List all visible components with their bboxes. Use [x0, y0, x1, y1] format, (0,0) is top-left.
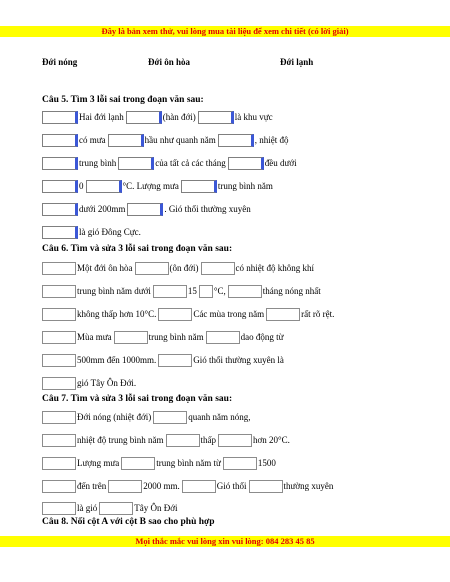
q5-blank-15[interactable]: [42, 226, 78, 239]
q5-text: , nhiệt độ: [254, 135, 289, 145]
q5-blank-6[interactable]: [218, 134, 254, 147]
q7-title: Câu 7. Tìm và sửa 3 lỗi sai trong đoạn văn sau:: [42, 394, 233, 404]
q7-blank-14[interactable]: [99, 502, 133, 515]
q7-blank-6[interactable]: [42, 457, 76, 470]
q7-line-1: [42, 410, 253, 424]
q7-line-2: [42, 433, 292, 447]
q6-text: có nhiệt độ không khí: [235, 263, 315, 273]
q7-text: quanh năm nóng,: [188, 412, 251, 422]
q7-text: Tây Ôn Đới: [134, 503, 178, 513]
q6-blank-7[interactable]: [228, 285, 262, 298]
q5-blank-2[interactable]: [126, 111, 162, 124]
q6-line-6: [42, 376, 138, 390]
q6-line-5: [42, 353, 286, 367]
q6-text: trung bình năm dưới: [77, 286, 151, 296]
q6-blank-4[interactable]: [42, 285, 76, 298]
q5-text: . Gió thổi thường xuyên: [164, 204, 251, 214]
q7-text: thường xuyên: [283, 481, 334, 491]
q6-blank-16[interactable]: [42, 377, 76, 390]
q6-text: gió Tây Ôn Đới.: [77, 378, 137, 388]
q6-line-1: [42, 261, 316, 275]
q6-blank-1[interactable]: [42, 262, 76, 275]
q7-blank-2[interactable]: [153, 411, 187, 424]
q7-text: nhiệt độ trung bình năm: [77, 435, 164, 445]
q6-text: 15: [187, 286, 197, 296]
q7-text: Gió thổi: [216, 481, 247, 491]
q7-blank-11[interactable]: [182, 480, 216, 493]
q7-blank-8[interactable]: [223, 457, 257, 470]
q7-line-3: [42, 456, 278, 470]
q6-text: 500mm đến 1000mm.: [77, 355, 157, 365]
zone-labels: [0, 57, 450, 71]
q5-text: Hai đới lạnh: [79, 112, 124, 122]
q5-blank-13[interactable]: [42, 203, 78, 216]
q6-blank-8[interactable]: [42, 308, 76, 321]
q5-line-3: [42, 156, 299, 170]
q6-title: Câu 6. Tìm và sửa 3 lỗi sai trong đoạn văn sau:: [42, 244, 233, 254]
q5-blank-9[interactable]: [228, 157, 264, 170]
q7-text: đến trên: [77, 481, 107, 491]
q6-blank-9[interactable]: [158, 308, 192, 321]
q5-text: dưới 200mm: [79, 204, 126, 214]
q5-title: Câu 5. Tìm 3 lỗi sai trong đoạn văn sau:: [42, 95, 204, 105]
q7-blank-5[interactable]: [218, 434, 252, 447]
q6-text: Mùa mưa: [77, 332, 112, 342]
q5-blank-12[interactable]: [181, 180, 217, 193]
q7-text: thấp: [200, 435, 216, 445]
q7-blank-10[interactable]: [108, 480, 142, 493]
q6-text: Các mùa trong năm: [193, 309, 265, 319]
q7-text: là gió: [77, 503, 98, 513]
q5-blank-7[interactable]: [42, 157, 78, 170]
q6-blank-15[interactable]: [158, 354, 192, 367]
q6-text: trung bình năm: [148, 332, 204, 342]
contact-banner: Mọi thắc mắc vui lòng xin vui lòng: 084 283 45 85: [0, 536, 450, 547]
q5-text: trung bình: [79, 158, 117, 168]
q6-line-4: [42, 330, 286, 344]
q5-line-1: [42, 110, 275, 124]
q5-line-5: [42, 202, 253, 216]
q7-text: 1500: [257, 458, 276, 468]
q5-line-6: [42, 225, 143, 239]
q6-blank-6[interactable]: [199, 285, 213, 298]
q5-line-2: [42, 133, 291, 147]
q6-text: tháng nóng nhất: [262, 286, 321, 296]
q7-blank-1[interactable]: [42, 411, 76, 424]
q7-text: hơn 20°C.: [253, 435, 290, 445]
q7-blank-3[interactable]: [42, 434, 76, 447]
q5-blank-14[interactable]: [127, 203, 163, 216]
q5-text: trung bình năm: [217, 181, 273, 191]
q6-text: không thấp hơn 10°C.: [77, 309, 157, 319]
q5-blank-1[interactable]: [42, 111, 78, 124]
q5-text: là khu vực: [234, 112, 273, 122]
q7-blank-4[interactable]: [166, 434, 200, 447]
q6-text: Một đới ôn hòa: [77, 263, 133, 273]
q7-blank-12[interactable]: [249, 480, 283, 493]
q5-blank-4[interactable]: [42, 134, 78, 147]
q7-blank-13[interactable]: [42, 502, 76, 515]
q6-line-2: [42, 284, 323, 298]
zone-hot: Đới nóng: [42, 57, 78, 67]
q7-text: trung bình năm từ: [156, 458, 221, 468]
q5-line-4: [42, 179, 275, 193]
q6-blank-14[interactable]: [42, 354, 76, 367]
q5-text: của tất cả các tháng: [155, 158, 226, 168]
q5-blank-5[interactable]: [108, 134, 144, 147]
q5-text: có mưa: [79, 135, 106, 145]
q6-text: (ôn đới): [169, 263, 199, 273]
q5-text: hầu như quanh năm: [144, 135, 216, 145]
q7-line-4: [42, 479, 335, 493]
q5-blank-10[interactable]: [42, 180, 78, 193]
preview-banner: Đây là bản xem thử, vui lòng mua tài liệu để xem chi tiết (có lời giải): [0, 26, 450, 37]
q5-blank-8[interactable]: [118, 157, 154, 170]
q6-line-3: [42, 307, 336, 321]
q6-blank-2[interactable]: [135, 262, 169, 275]
zone-cold: Đới lạnh: [280, 57, 314, 67]
q5-text: đều dưới: [264, 158, 297, 168]
q5-blank-11[interactable]: [86, 180, 122, 193]
q6-text: Gió thổi thường xuyên là: [193, 355, 284, 365]
q6-blank-10[interactable]: [266, 308, 300, 321]
q7-text: 2000 mm.: [143, 481, 180, 491]
q7-blank-9[interactable]: [42, 480, 76, 493]
q7-text: Đới nóng (nhiệt đới): [77, 412, 152, 422]
q5-text: °C. Lượng mưa: [122, 181, 179, 191]
q6-blank-11[interactable]: [42, 331, 76, 344]
q5-text: (hàn đới): [162, 112, 196, 122]
q6-text: °C,: [213, 286, 226, 296]
q6-text: dao động từ: [240, 332, 284, 342]
q8-title: Câu 8. Nối cột A với cột B sao cho phù hợp: [42, 517, 215, 527]
q5-text: là gió Đông Cực.: [79, 227, 141, 237]
q5-text: 0: [79, 181, 84, 191]
q7-blank-7[interactable]: [121, 457, 155, 470]
q5-blank-3[interactable]: [198, 111, 234, 124]
q6-blank-13[interactable]: [206, 331, 240, 344]
q6-text: rất rõ rệt.: [301, 309, 335, 319]
q6-blank-12[interactable]: [114, 331, 148, 344]
zone-temperate: Đới ôn hòa: [148, 57, 190, 67]
q7-text: Lượng mưa: [77, 458, 120, 468]
q7-line-5: [42, 501, 180, 515]
q6-blank-3[interactable]: [201, 262, 235, 275]
q6-blank-5[interactable]: [153, 285, 187, 298]
